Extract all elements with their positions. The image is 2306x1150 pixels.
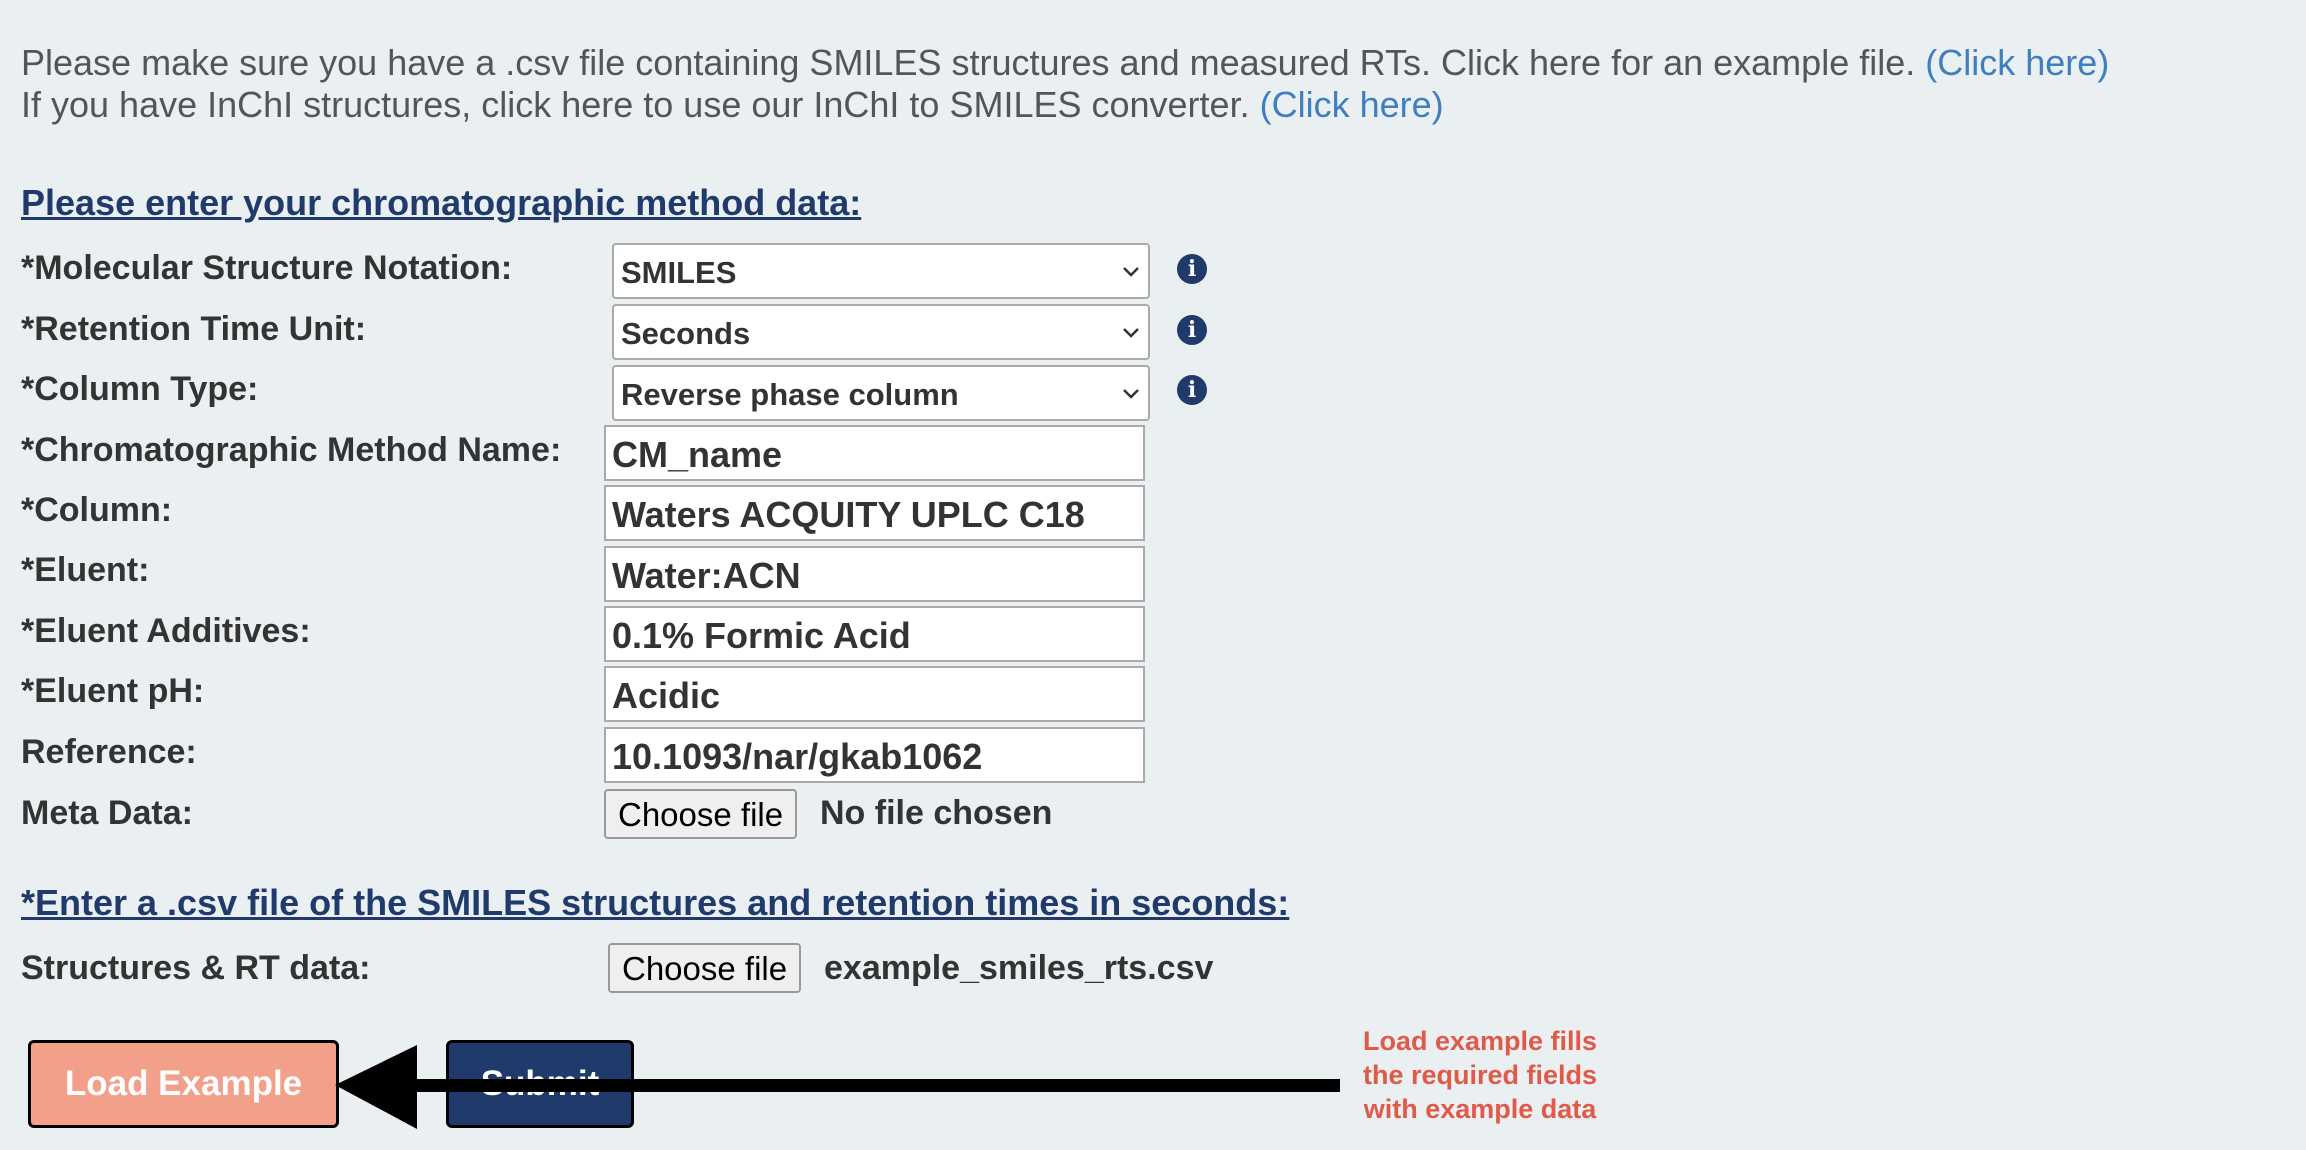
column-input[interactable]: Waters ACQUITY UPLC C18 (604, 485, 1145, 541)
info-icon[interactable]: i (1177, 375, 1207, 405)
ph-input[interactable]: Acidic (604, 666, 1145, 722)
info-icon[interactable]: i (1177, 254, 1207, 284)
annotation-note: Load example fills the required fields with example data (1362, 1026, 1598, 1124)
intro-line-2: If you have InChI structures, click here to use our InChI to SMILES converter. (Click here) (21, 84, 1444, 125)
chevron-down-icon (1122, 385, 1140, 403)
method-name-label: *Chromatographic Method Name: (21, 431, 562, 469)
meta-choose-file-button[interactable]: Choose file (604, 789, 797, 839)
eluent-input[interactable]: Water:ACN (604, 546, 1145, 602)
intro-text (21, 42, 2109, 126)
column-label: *Column: (21, 491, 173, 529)
info-icon[interactable]: i (1177, 315, 1207, 345)
method-name-input[interactable]: CM_name (604, 425, 1145, 481)
rt-unit-select[interactable] (612, 304, 1150, 360)
additives-input[interactable]: 0.1% Formic Acid (604, 606, 1145, 662)
load-example-button[interactable]: Load Example (28, 1040, 339, 1128)
csv-section-title: *Enter a .csv file of the SMILES structures and retention times in seconds: (21, 882, 1290, 923)
method-section-title: Please enter your chromatographic method data: (21, 182, 862, 223)
eluent-label: *Eluent: (21, 551, 150, 589)
ph-label: *Eluent pH: (21, 672, 205, 710)
column-type-select[interactable] (612, 365, 1150, 421)
meta-data-label: Meta Data: (21, 794, 193, 832)
intro-line-1: Please make sure you have a .csv file containing SMILES structures and measured RTs. Click here for an example file. (Click here) (21, 42, 2110, 83)
notation-value: SMILES (621, 255, 737, 290)
chevron-down-icon (1122, 263, 1140, 281)
reference-input[interactable]: 10.1093/nar/gkab1062 (604, 727, 1145, 783)
rt-unit-label: *Retention Time Unit: (21, 310, 367, 348)
example-file-link[interactable]: (Click here) (1925, 42, 2110, 83)
structures-file-name: example_smiles_rts.csv (824, 949, 1214, 987)
additives-label: *Eluent Additives: (21, 612, 311, 650)
rt-unit-value: Seconds (621, 316, 751, 351)
structures-label: Structures & RT data: (21, 949, 371, 987)
inchi-converter-link[interactable]: (Click here) (1259, 84, 1444, 125)
arrow-left-icon (335, 1045, 1340, 1129)
meta-file-status: No file chosen (820, 794, 1053, 832)
column-type-label: *Column Type: (21, 370, 259, 408)
reference-label: Reference: (21, 733, 197, 771)
column-type-value: Reverse phase column (621, 377, 959, 412)
notation-select[interactable] (612, 243, 1150, 299)
notation-label: *Molecular Structure Notation: (21, 249, 513, 287)
structures-choose-file-button[interactable]: Choose file (608, 943, 801, 993)
chevron-down-icon (1122, 324, 1140, 342)
